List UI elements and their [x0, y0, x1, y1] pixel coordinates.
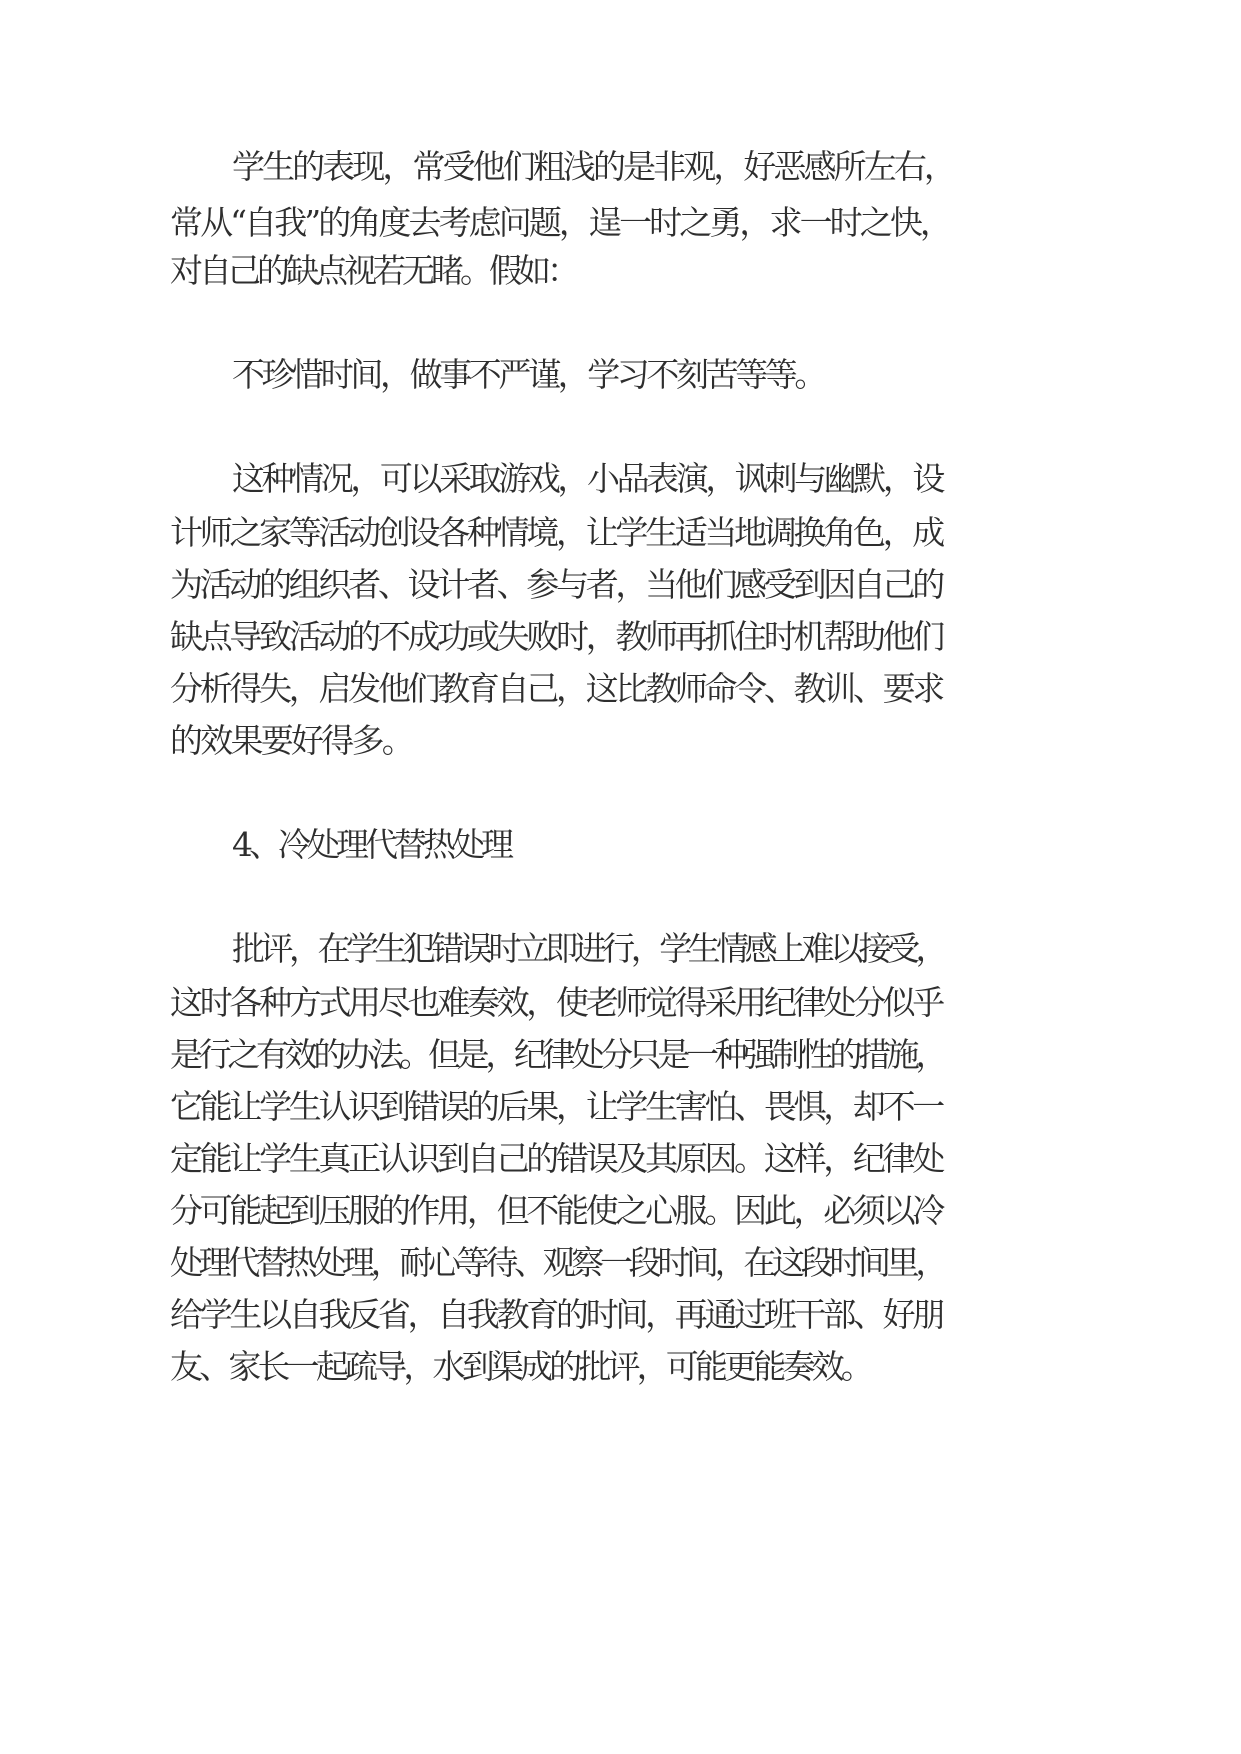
paragraph-3-line-2: 计师之家等活动创设各种情境，让学生适当地调换角色，成: [170, 513, 943, 552]
paragraph-5-line-3: 是行之有效的办法。但是，纪律处分只是一种强制性的措施，: [170, 1035, 945, 1074]
paragraph-1-line-1: 学生的表现，常受他们粗浅的是非观，好恶感所左右，: [232, 147, 955, 186]
paragraph-3-line-3: 为活动的组织者、设计者、参与者，当他们感受到因自己的: [170, 565, 943, 604]
paragraph-3-line-5: 分析得失，启发他们教育自己，这比教师命令、教训、要求: [170, 669, 943, 708]
paragraph-5-line-6: 分可能起到压服的作用，但不能使之心服。因此，必须以冷: [170, 1191, 943, 1230]
paragraph-5-line-7: 处理代替热处理，耐心等待、观察一段时间，在这段时间里，: [170, 1243, 945, 1282]
paragraph-1-line-3: 对自己的缺点视若无睹。假如：: [170, 251, 576, 290]
paragraph-5-line-4: 它能让学生认识到错误的后果，让学生害怕、畏惧，却不一: [170, 1087, 943, 1126]
paragraph-5-line-8: 给学生以自我反省，自我教育的时间，再通过班干部、好朋: [170, 1295, 943, 1334]
paragraph-5-line-1: 批评，在学生犯错误时立即进行，学生情感上难以接受，: [232, 929, 945, 968]
paragraph-5-line-2: 这时各种方式用尽也难奏效，使老师觉得采用纪律处分似乎: [170, 983, 943, 1022]
paragraph-5-line-9: 友、家长一起疏导，水到渠成的批评，可能更能奏效。: [170, 1347, 871, 1386]
paragraph-3-line-6: 的效果要好得多。: [170, 721, 412, 760]
paragraph-3-line-1: 这种情况，可以采取游戏，小品表演，讽刺与幽默，设: [232, 459, 943, 498]
paragraph-1-line-2: 常从“自我”的角度去考虑问题，逞一时之勇，求一时之快，: [170, 203, 950, 242]
paragraph-2-line-1: 不珍惜时间，做事不严谨，学习不刻苦等等。: [232, 355, 825, 394]
section-heading: 4、冷处理代替热处理: [232, 825, 510, 864]
paragraph-3-line-4: 缺点导致活动的不成功或失败时，教师再抓住时机帮助他们: [170, 617, 943, 656]
paragraph-5-line-5: 定能让学生真正认识到自己的错误及其原因。这样，纪律处: [170, 1139, 943, 1178]
